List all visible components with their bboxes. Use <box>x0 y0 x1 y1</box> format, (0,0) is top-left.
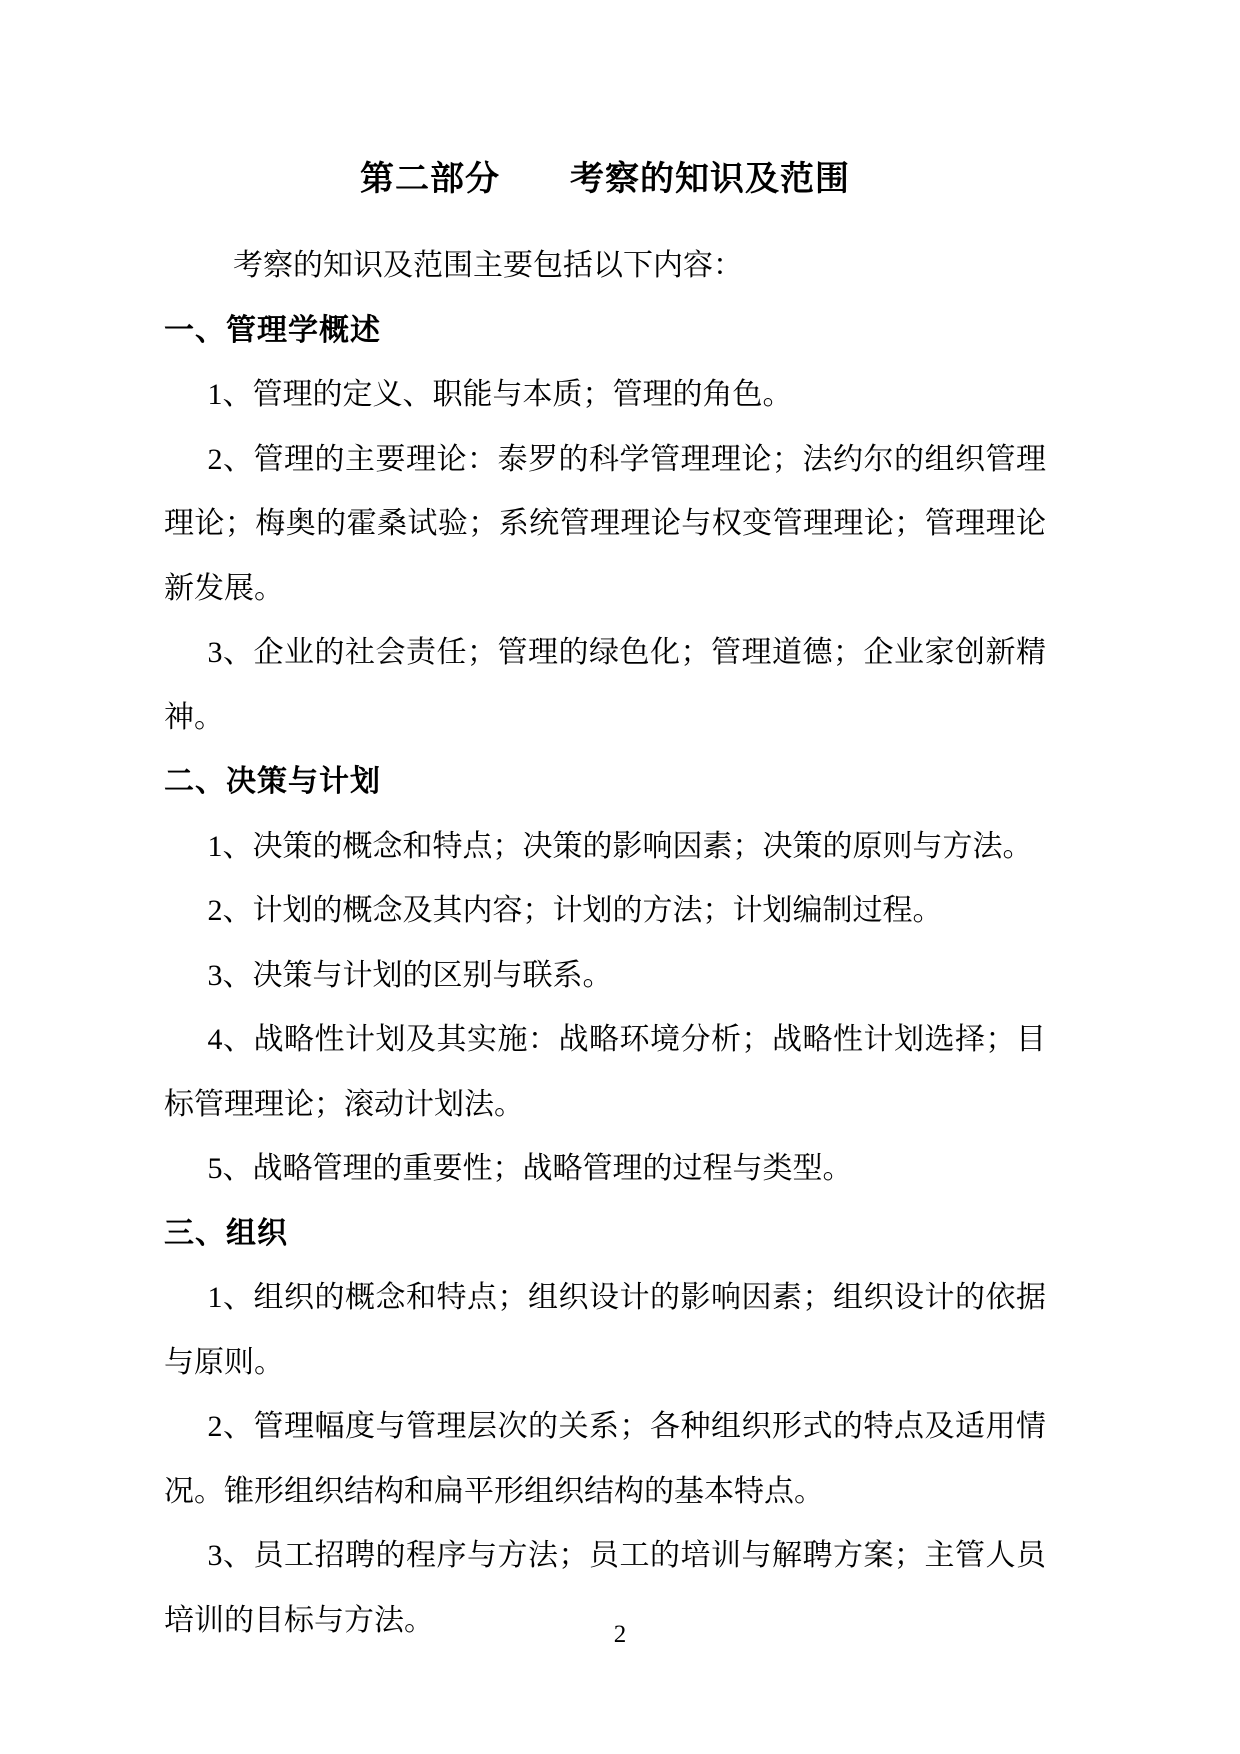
list-item: 3、员工招聘的程序与方法；员工的培训与解聘方案；主管人员培训的目标与方法。 <box>164 1539 1046 1637</box>
list-item: 2、计划的概念及其内容；计划的方法；计划编制过程。 <box>207 894 943 927</box>
section-decision-and-planning <box>164 750 1046 1202</box>
page-number: 2 <box>613 1621 627 1648</box>
section-management-overview <box>164 299 1046 751</box>
list-item: 2、管理的主要理论：泰罗的科学管理理论；法约尔的组织管理理论；梅奥的霍桑试验；系统管理理论与权变管理理论；管理理论新发展。 <box>164 442 1046 605</box>
section-organization <box>164 1202 1046 1654</box>
section-heading-3: 三、组织 <box>164 1216 288 1250</box>
list-item: 2、管理幅度与管理层次的关系；各种组织形式的特点及适用情况。锥形组织结构和扁平形组织结构的基本特点。 <box>164 1410 1046 1508</box>
list-item: 4、战略性计划及其实施：战略环境分析；战略性计划选择；目标管理理论；滚动计划法。 <box>164 1023 1046 1121</box>
section-heading-1: 一、管理学概述 <box>164 313 381 347</box>
intro-paragraph: 考察的知识及范围主要包括以下内容： <box>233 249 743 282</box>
document-content <box>164 156 1046 1653</box>
section-heading-2: 二、决策与计划 <box>164 765 381 798</box>
list-item: 5、战略管理的重要性；战略管理的过程与类型。 <box>207 1152 853 1185</box>
list-item: 1、决策的概念和特点；决策的影响因素；决策的原则与方法。 <box>207 829 1033 863</box>
list-item: 1、管理的定义、职能与本质；管理的角色。 <box>207 378 793 411</box>
page-title: 第二部分 考察的知识及范围 <box>360 160 850 198</box>
list-item: 3、决策与计划的区别与联系。 <box>207 958 613 992</box>
list-item: 1、组织的概念和特点；组织设计的影响因素；组织设计的依据与原则。 <box>164 1281 1046 1379</box>
list-item: 3、企业的社会责任；管理的绿色化；管理道德；企业家创新精神。 <box>164 636 1046 734</box>
